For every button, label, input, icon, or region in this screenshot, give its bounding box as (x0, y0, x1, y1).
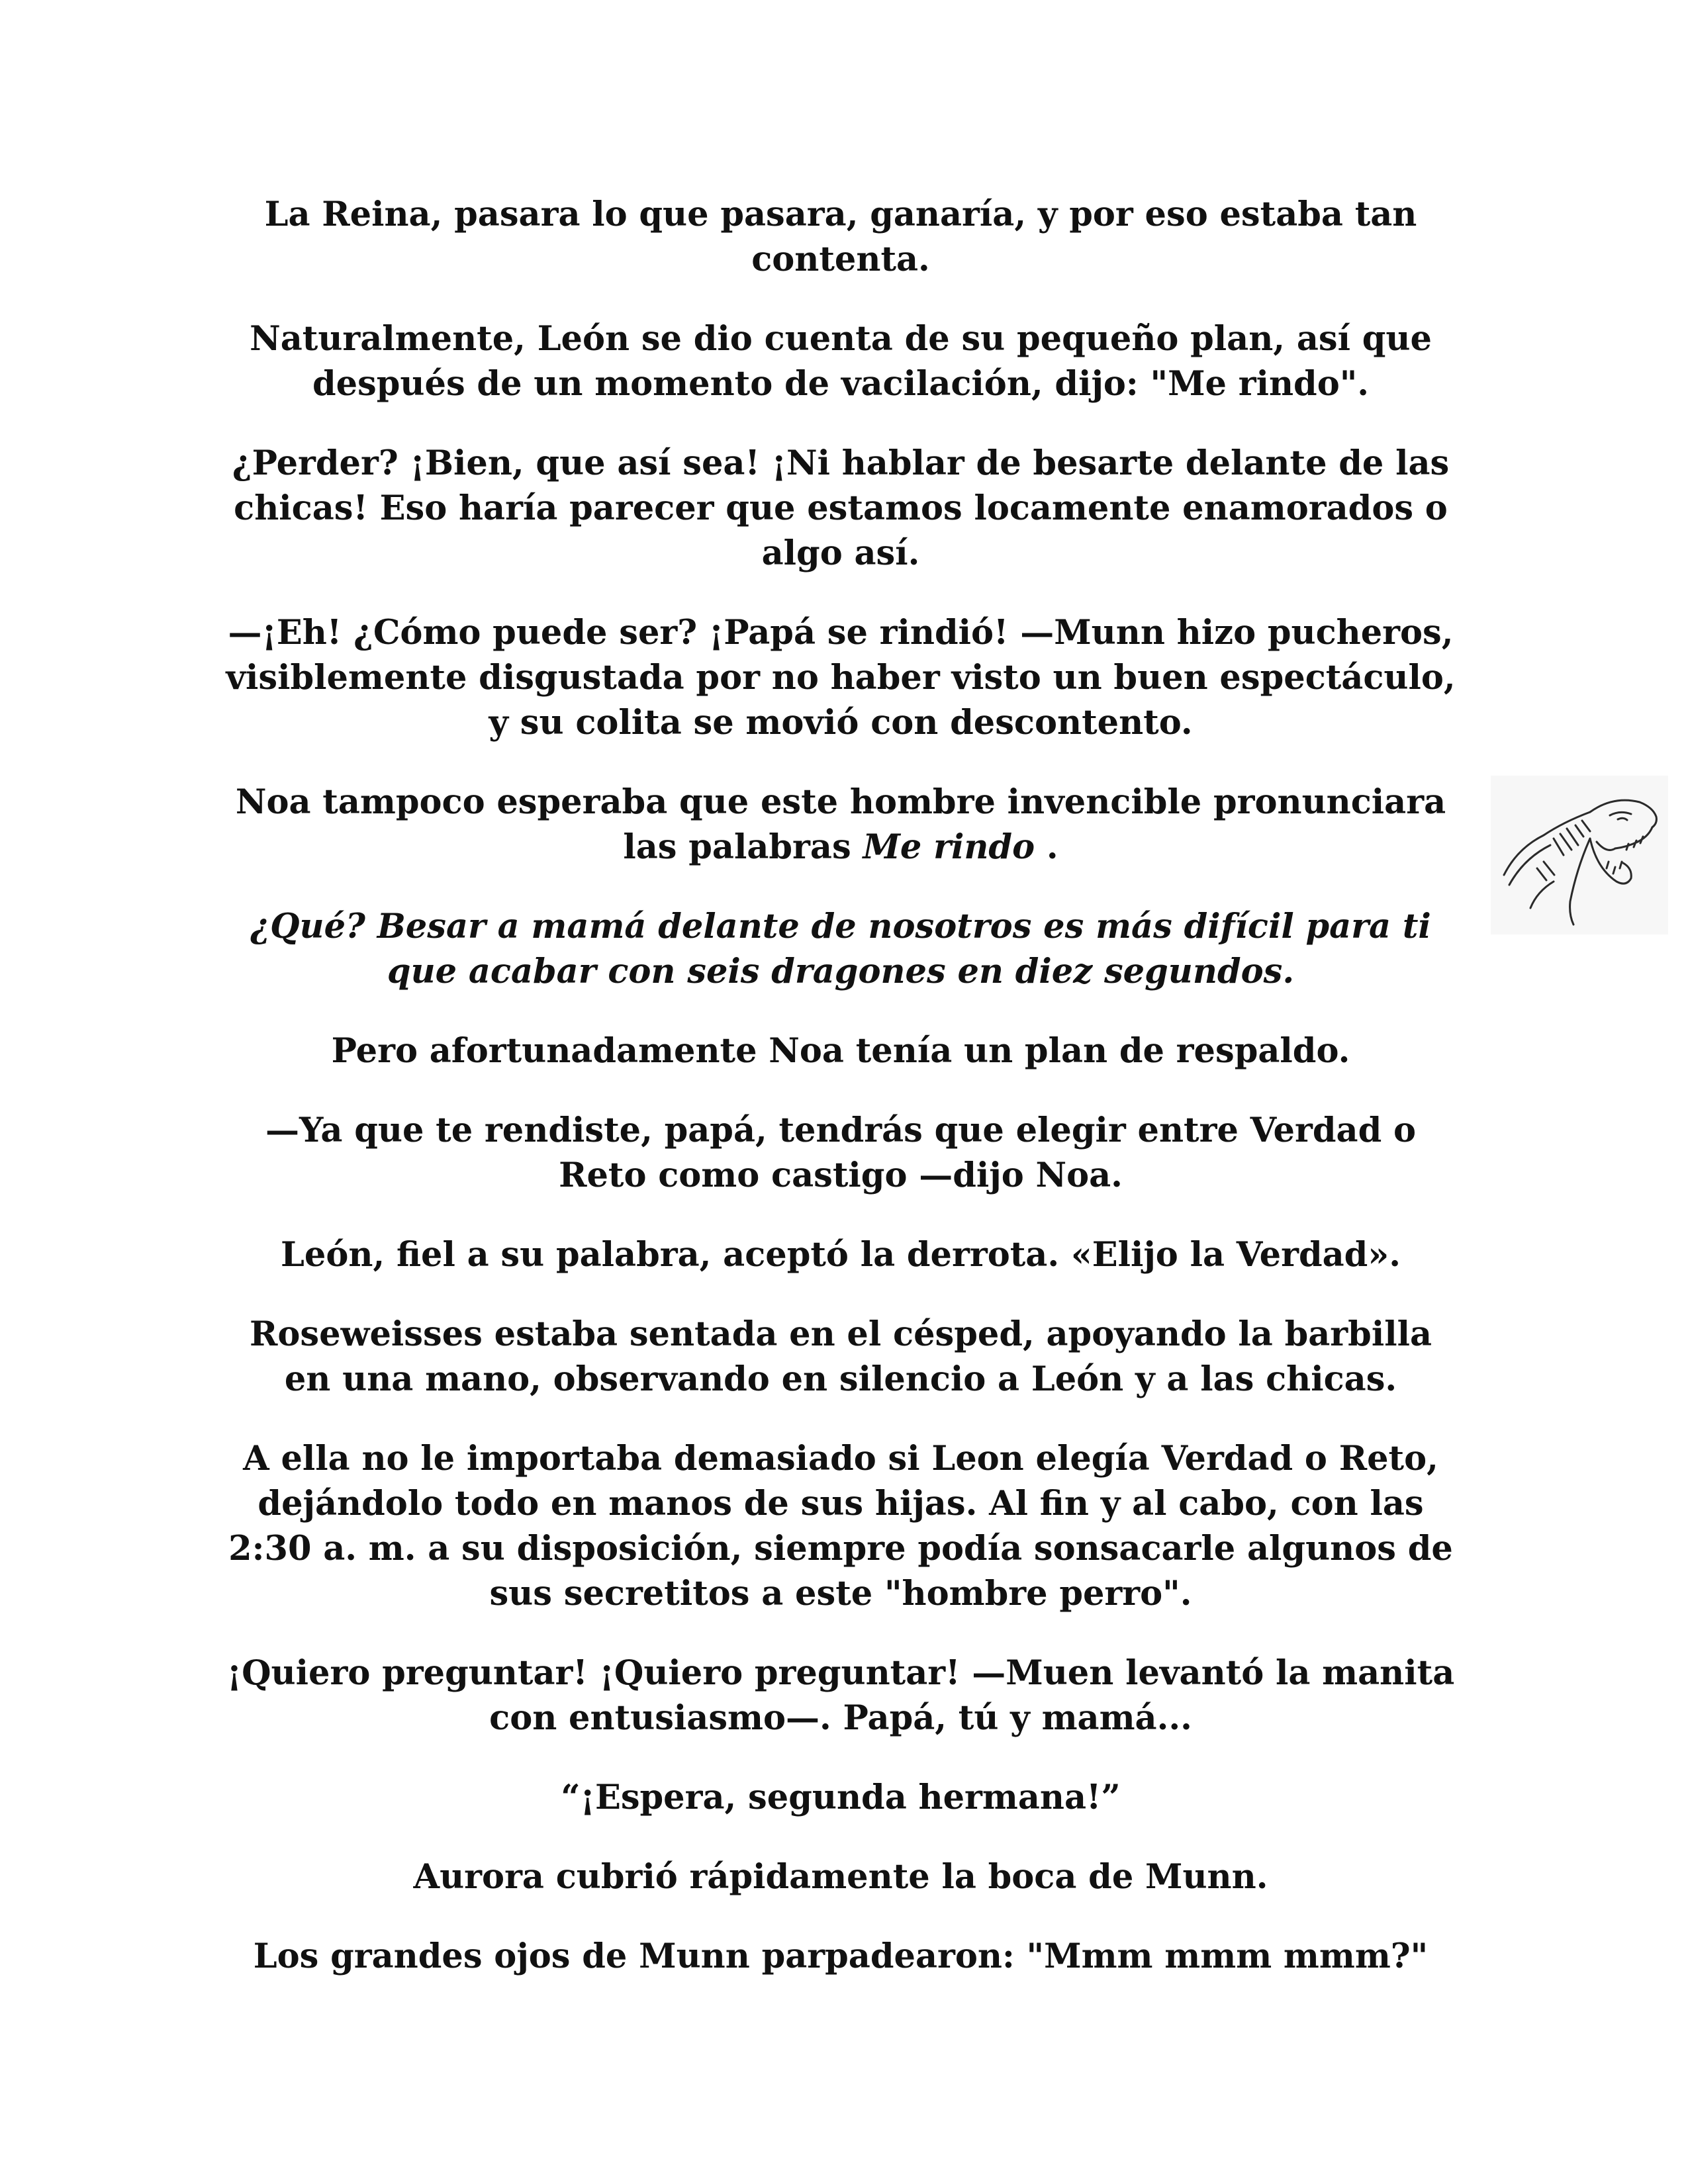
paragraph-5 (225, 780, 1456, 870)
body-text (225, 192, 1456, 2013)
paragraph-5-before: Noa tampoco esperaba que este hombre invencible pronunciara las palabras (235, 782, 1446, 867)
paragraph-10: Roseweisses estaba sentada en el césped, apoyando la barbilla en una mano, observando en silencio a León y a las chicas. (250, 1314, 1432, 1399)
paragraph-3: ¿Perder? ¡Bien, que así sea! ¡Ni hablar de besarte delante de las chicas! Eso haría parecer que estamos locamente enamorados o algo así. (232, 443, 1450, 573)
paragraph-9: León, fiel a su palabra, aceptó la derrota. «Elijo la Verdad». (281, 1235, 1401, 1275)
paragraph-7: Pero afortunadamente Noa tenía un plan de respaldo. (331, 1031, 1350, 1071)
paragraph-12: ¡Quiero preguntar! ¡Quiero preguntar! —Muen levantó la manita con entusiasmo—. Papá, tú y mamá... (226, 1653, 1455, 1738)
paragraph-8: —Ya que te rendiste, papá, tendrás que elegir entre Verdad o Reto como castigo —dijo Noa. (265, 1111, 1417, 1195)
paragraph-13: “¡Espera, segunda hermana!” (561, 1778, 1121, 1817)
paragraph-2: Naturalmente, León se dio cuenta de su pequeño plan, así que después de un momento de vacilación, dijo: "Me rindo". (250, 319, 1432, 404)
paragraph-5-after: . (1035, 827, 1058, 867)
paragraph-1: La Reina, pasara lo que pasara, ganaría, y por eso estaba tan contenta. (264, 195, 1417, 279)
paragraph-11: A ella no le importaba demasiado si Leon elegía Verdad o Reto, dejándolo todo en manos de sus hijas. Al fin y al cabo, con las 2:30 a. m. a su disposición, siempre podía sonsacarle algunos de sus secretitos a este "hombre perro". (228, 1439, 1453, 1614)
paragraph-15: Los grandes ojos de Munn parpadearon: "Mmm mmm mmm?" (253, 1936, 1429, 1976)
paragraph-6-thought: ¿Qué? Besar a mamá delante de nosotros es más difícil para ti que acabar con seis dragones en diez segundos. (250, 907, 1431, 991)
dinosaur-head-sketch-icon (1491, 776, 1668, 934)
paragraph-4: —¡Eh! ¿Cómo puede ser? ¡Papá se rindió! —Munn hizo pucheros, visiblemente disgustada por no haber visto un buen espectáculo, y su colita se movió con descontento. (226, 613, 1456, 743)
paragraph-14: Aurora cubrió rápidamente la boca de Munn. (413, 1857, 1268, 1897)
paragraph-5-emphasis: Me rindo (863, 827, 1035, 867)
